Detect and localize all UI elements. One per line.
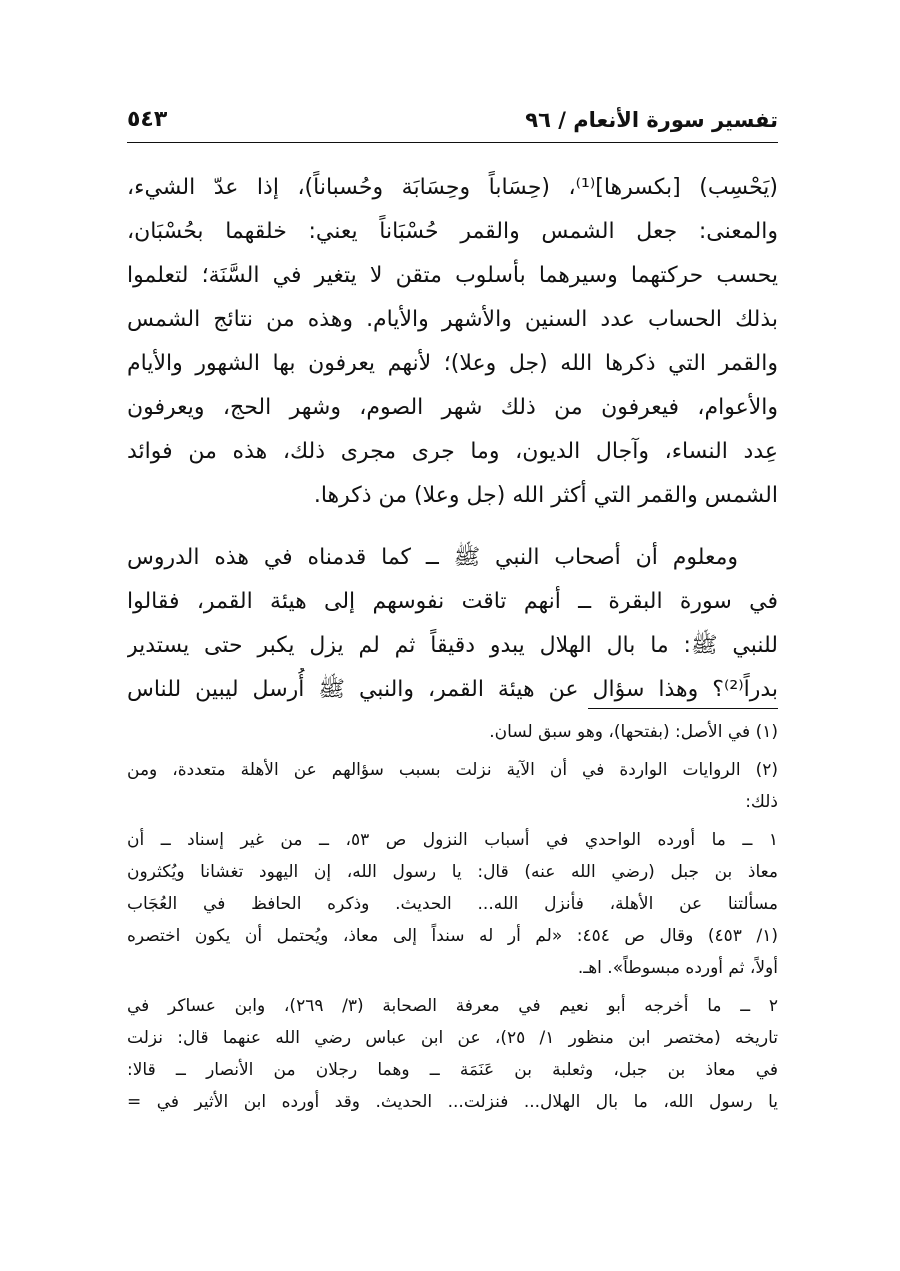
footnote-line: ١ ــ ما أورده الواحدي في أسباب النزول ص ٥٣، ــ من غير إسناد ــ أن bbox=[127, 830, 778, 850]
footnote-line: في معاذ بن جبل، وثعلبة بن عَنَمَة ــ وهما رجلان من الأنصار ــ قالا: bbox=[127, 1060, 778, 1080]
footnote-line: (٢) الروايات الواردة في أن الآية نزلت بسبب سؤالهم عن الأهلة متعددة، ومن bbox=[127, 760, 778, 780]
footnote-line: (١/ ٤٥٣) وقال ص ٤٥٤: «لم أر له سنداً إلى معاذ، ويُحتمل أن يكون اختصره bbox=[127, 926, 778, 946]
footnote-2-item-1 bbox=[127, 824, 778, 984]
text-line: يحسب حركتهما وسيرهما بأسلوب متقن لا يتغير في السَّنَة؛ لتعلموا bbox=[127, 263, 778, 288]
running-title: تفسير سورة الأنعام / ٩٦ bbox=[525, 108, 778, 132]
text-line: والأعوام، فيعرفون من ذلك شهر الصوم، وشهر الحج، ويعرفون bbox=[127, 395, 778, 420]
text-line: والقمر التي ذكرها الله (جل وعلا)؛ لأنهم يعرفون بها الشهور والأيام bbox=[127, 351, 778, 376]
text-line: للنبي ﷺ: ما بال الهلال يبدو دقيقاً ثم لم يزل يكبر حتى يستدير bbox=[127, 633, 778, 658]
footnote-line: ٢ ــ ما أخرجه أبو نعيم في معرفة الصحابة (٣/ ٢٦٩)، وابن عساكر في bbox=[127, 996, 778, 1016]
text-line: والمعنى: جعل الشمس والقمر حُسْبَاناً يعني: خلقهما بحُسْبَان، bbox=[127, 219, 778, 244]
text-line: عِدد النساء، وآجال الديون، وما جرى مجرى ذلك، هذه من فوائد bbox=[127, 439, 778, 464]
footnotes bbox=[127, 716, 778, 1118]
footnote-line: ذلك: bbox=[745, 792, 778, 812]
footnote-line: أولاً، ثم أورده مبسوطاً». اهـ. bbox=[577, 958, 778, 978]
footnote-divider bbox=[588, 708, 778, 709]
footnote-line: مسألتنا عن الأهلة، فأنزل الله... الحديث. وذكره الحافظ في العُجَاب bbox=[127, 894, 778, 914]
footnote-line: يا رسول الله، ما بال الهلال... فنزلت... الحديث. وقد أورده ابن الأثير في = bbox=[127, 1092, 778, 1112]
page-number: ٥٤٣ bbox=[127, 107, 168, 132]
paragraph-1 bbox=[127, 166, 778, 518]
footnote-line: تاريخه (مختصر ابن منظور ١/ ٢٥)، عن ابن عباس رضي الله عنهما قال: نزلت bbox=[127, 1028, 778, 1048]
footnote-line: (١) في الأصل: (بفتحها)، وهو سبق لسان. bbox=[489, 722, 778, 742]
main-text bbox=[127, 166, 778, 712]
header-divider bbox=[127, 142, 778, 143]
text-line: الشمس والقمر التي أكثر الله (جل وعلا) من ذكرها. bbox=[313, 483, 778, 508]
footnote-2-item-2 bbox=[127, 990, 778, 1118]
footnote-line: معاذ بن جبل (رضي الله عنه) قال: يا رسول الله، إن اليهود تغشانا ويُكثرون bbox=[127, 862, 778, 882]
page-header bbox=[127, 102, 778, 138]
text-line: بذلك الحساب عدد السنين والأشهر والأيام. وهذه من نتائج الشمس bbox=[127, 307, 778, 332]
footnote-2 bbox=[127, 754, 778, 1118]
paragraph-2 bbox=[127, 536, 778, 712]
text-line: في سورة البقرة ــ أنهم تاقت نفوسهم إلى هيئة القمر، فقالوا bbox=[127, 589, 778, 614]
text-line: ومعلوم أن أصحاب النبي ﷺ ــ كما قدمناه في هذه الدروس bbox=[127, 545, 738, 570]
footnote-1 bbox=[127, 716, 778, 748]
text-line: (يَحْسِب) [بكسرها]⁽¹⁾، (حِسَاباً وحِسَابَة وحُسباناً)، إذا عدّ الشيء، bbox=[127, 175, 778, 200]
text-line: بدراً⁽²⁾؟ وهذا سؤال عن هيئة القمر، والنبي ﷺ أُرسل ليبين للناس bbox=[127, 677, 778, 702]
